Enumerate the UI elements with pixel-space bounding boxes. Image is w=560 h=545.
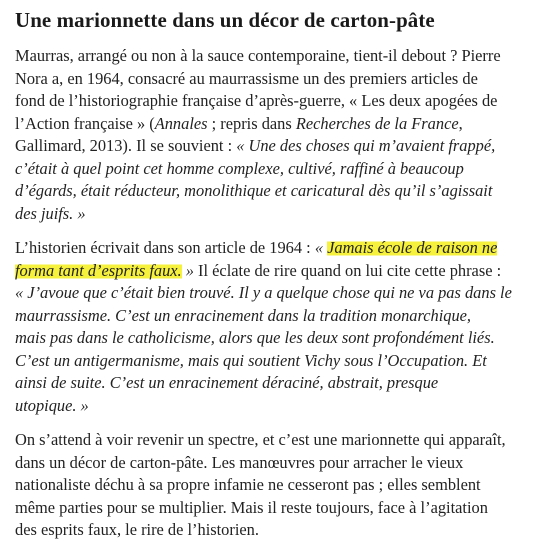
paragraph-1 [15,45,501,225]
quote-close: » [181,260,194,280]
quote-line: maurrassisme. C’est un enracinement dans la tradition monarchique, [15,305,472,325]
paragraph-3 [15,429,506,542]
text-segment: , [458,113,463,133]
quote-line: C’est un antigermanisme, mais qui soutient Vichy sous l’Occupation. Et [15,350,487,370]
text-segment: Gallimard, 2013). Il se souvient : [15,136,237,155]
text-line [15,135,501,158]
text-line [15,113,501,136]
text-segment: l’Action française » ( [15,113,155,133]
paragraph-2 [15,237,512,417]
text-line: Maurras, arrangé ou non à la sauce contemporaine, tient-il debout ? Pierre [15,46,501,65]
text-line: dans un décor de carton-pâte. Les manœuvres pour arracher le vieux [15,452,464,472]
quote-line: utopique. » [15,395,89,415]
section-title: Une marionnette dans un décor de carton-pâte [15,8,435,32]
quote-line: c’était à quel point cet homme complexe, cultivé, raffiné à beaucoup [15,158,464,178]
quote-line: ainsi de suite. C’est un enracinement déraciné, abstrait, presque [15,373,439,392]
text-segment: Il éclate de rire quand on lui cite cette phrase : [193,260,502,280]
quote-line: d’égards, était réducteur, monolithique et caricatural dès qu’il s’agissait [15,181,493,200]
article [15,2,553,539]
text-line: des esprits faux, le rire de l’historien. [15,520,259,539]
text-segment: ; repris dans [207,113,296,133]
book-title: Recherches de la France [295,113,459,133]
text-line: nationaliste déchu à sa propre infamie ne cesseront pas ; elles semblent [15,475,481,494]
quote-segment: « Une des choses qui m’avaient frappé, [236,136,496,155]
text-segment: L’historien écrivait dans son article de 1964 : [15,238,315,257]
text-line: Nora a, en 1964, consacré au maurrassisme un des premiers articles de [15,68,478,88]
highlighted-quote[interactable]: forma tant d’esprits faux. [15,260,182,280]
highlighted-quote[interactable]: Jamais école de raison ne [327,238,498,257]
quote-line: mais pas dans le catholicisme, alors que les deux sont profondément liés. [15,328,495,347]
text-line [15,237,512,260]
quote-open: « [314,238,328,257]
text-line: On s’attend à voir revenir un spectre, et c’est une marionnette qui apparaît, [15,430,506,449]
text-line [15,260,512,283]
text-line: fond de l’historiographie française d’après-guerre, « Les deux apogées de [15,91,498,110]
journal-title: Annales [154,113,208,133]
quote-line: « J’avoue que c’était bien trouvé. Il y a quelque chose qui ne va pas dans le [15,283,512,302]
quote-line: des juifs. » [15,203,86,223]
text-line: même parties pour se multiplier. Mais il reste toujours, face à l’agitation [15,497,488,517]
